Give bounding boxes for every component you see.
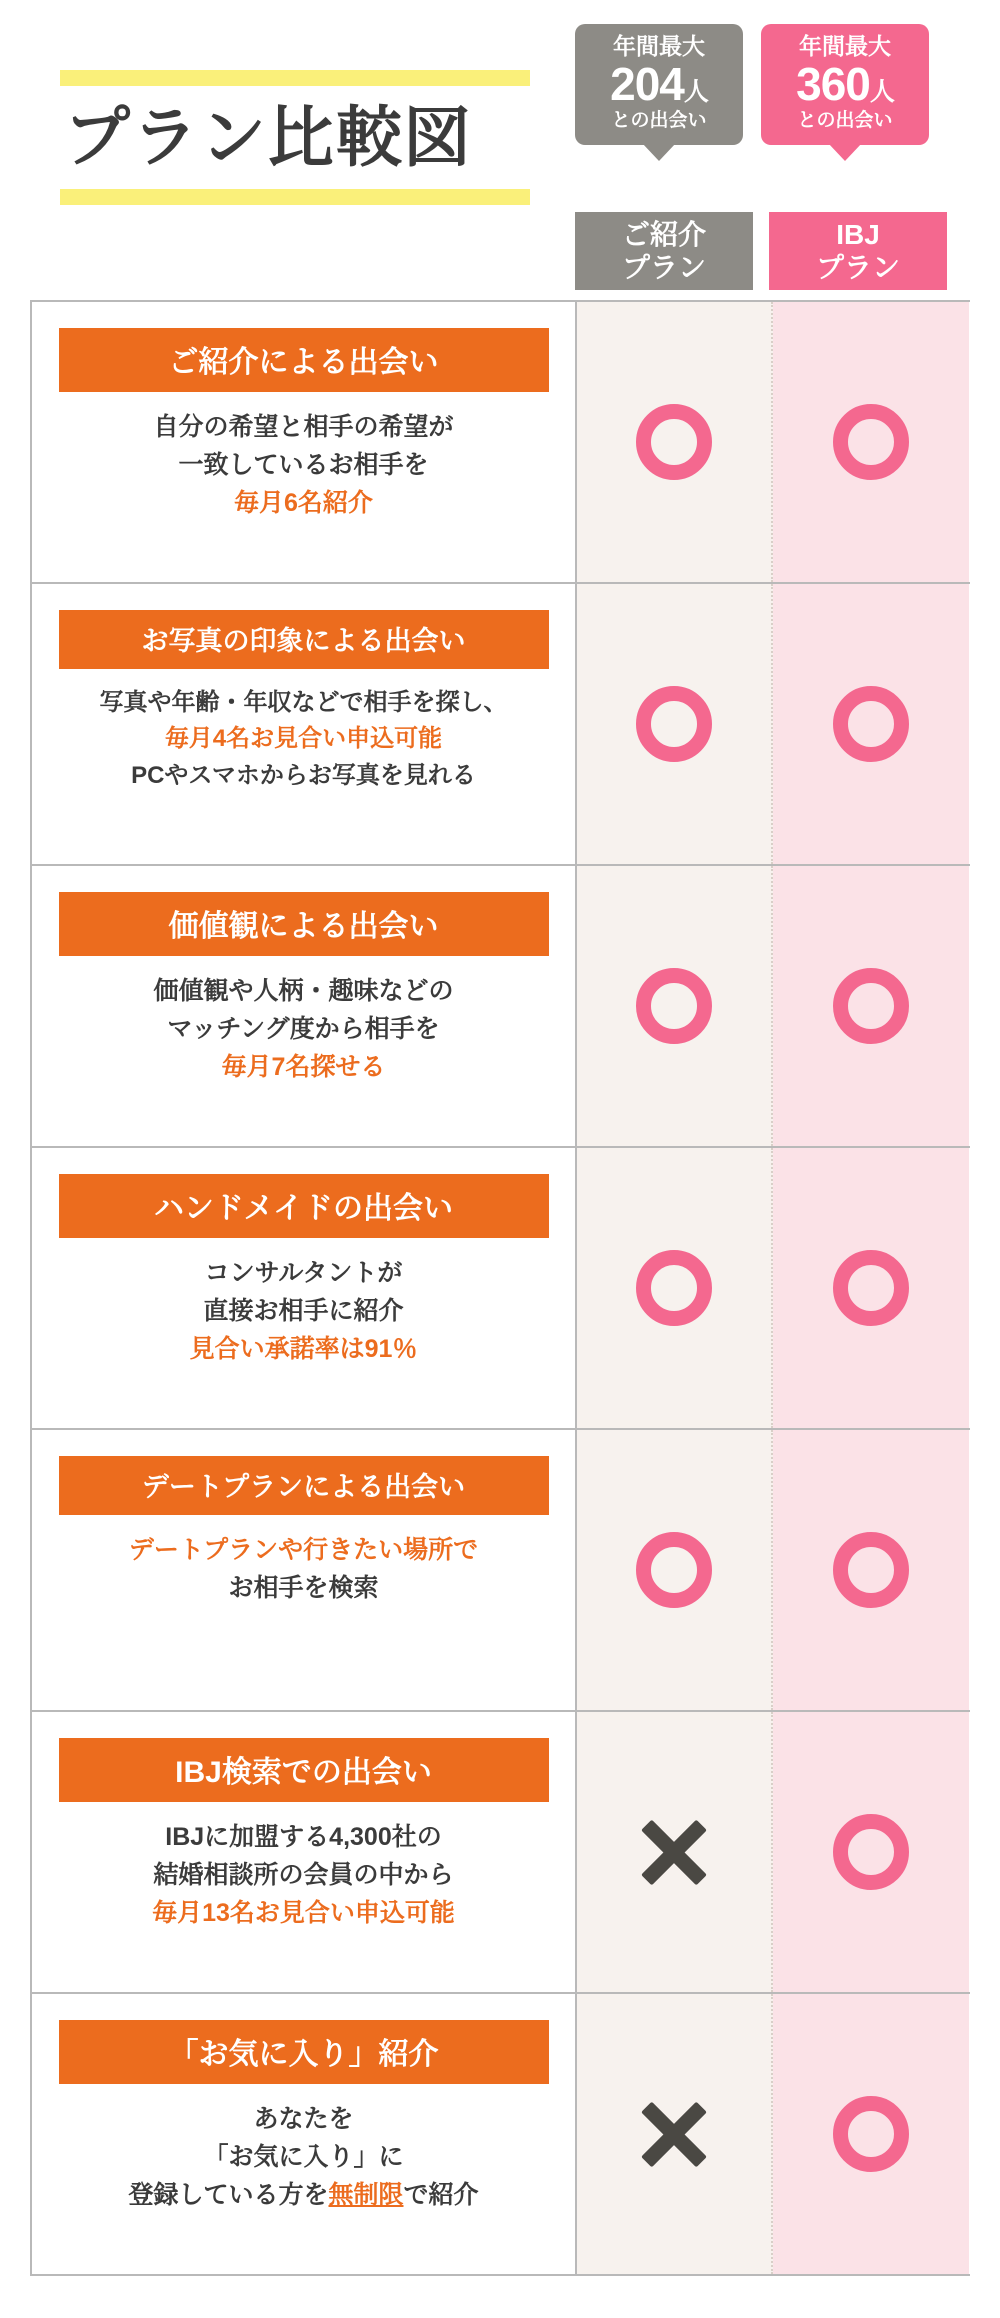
column-header-intro-plan — [575, 212, 753, 290]
intro-plan-cell — [577, 1430, 773, 1710]
circle-icon — [833, 686, 909, 762]
feature-description-line: マッチング度から相手を — [167, 1015, 440, 1043]
column-header-intro-line2: プラン — [621, 252, 706, 283]
feature-label: 価値観による出会い — [59, 892, 549, 956]
intro-plan-cell — [577, 866, 773, 1146]
feature-description — [128, 2100, 478, 2214]
circle-icon — [636, 404, 712, 480]
feature-description-line: 自分の希望と相手の希望が — [153, 413, 454, 441]
table-row — [32, 1148, 970, 1430]
badge-ibj-arrow-icon — [828, 143, 862, 161]
column-header-ibj-plan — [769, 212, 947, 290]
ibj-plan-cell — [773, 1994, 969, 2274]
feature-label: 「お気に入り」紹介 — [59, 2020, 549, 2084]
badge-intro-line3: との出会い — [611, 109, 707, 131]
table-row — [32, 1994, 970, 2276]
feature-description-text: 登録している方を — [128, 2181, 329, 2209]
feature-label: お写真の印象による出会い — [59, 610, 549, 669]
feature-description-line: お相手を検索 — [228, 1574, 379, 1602]
feature-cell — [32, 302, 577, 582]
intro-plan-cell — [577, 302, 773, 582]
feature-description — [190, 1254, 418, 1368]
cross-icon — [635, 2095, 713, 2173]
table-row — [32, 302, 970, 584]
feature-description-line: 「お気に入り」に — [203, 2143, 404, 2171]
badge-intro-arrow-icon — [642, 143, 676, 161]
feature-description-line — [153, 484, 453, 522]
feature-description-line: 価値観や人柄・趣味などの — [153, 977, 454, 1005]
feature-label: デートプランによる出会い — [59, 1456, 549, 1515]
feature-description — [153, 408, 453, 522]
badge-ibj-line3: との出会い — [797, 109, 893, 131]
ibj-plan-cell — [773, 1148, 969, 1428]
feature-description-line: 写真や年齢・年収などで相手を探し、 — [99, 689, 508, 716]
feature-cell — [32, 1148, 577, 1428]
column-headers — [575, 212, 970, 290]
feature-label: ハンドメイドの出会い — [59, 1174, 549, 1238]
intro-plan-cell — [577, 1712, 773, 1992]
badge-ibj-plan — [761, 24, 929, 145]
highlight-text: 無制限 — [328, 2181, 404, 2209]
feature-cell — [32, 1712, 577, 1992]
circle-icon — [833, 968, 909, 1044]
circle-icon — [833, 1250, 909, 1326]
feature-description-line: コンサルタントが — [204, 1259, 403, 1287]
badge-ibj-value: 360 — [796, 58, 870, 111]
chart-header — [0, 0, 1000, 300]
circle-icon — [833, 1532, 909, 1608]
circle-icon — [636, 1532, 712, 1608]
feature-description-line: IBJに加盟する4,300社の — [165, 1823, 442, 1851]
column-header-ibj-line2: プラン — [815, 252, 900, 283]
badge-intro-line1: 年間最大 — [613, 33, 705, 59]
feature-description-line: あなたを — [253, 2105, 354, 2133]
highlight-text: 見合い承諾率は91％ — [189, 1335, 418, 1363]
intro-plan-cell — [577, 584, 773, 864]
feature-cell — [32, 866, 577, 1146]
feature-description-line — [100, 721, 508, 757]
highlight-text: 毎月13名お見合い申込可能 — [152, 1899, 455, 1927]
circle-icon — [833, 404, 909, 480]
ibj-plan-cell — [773, 584, 969, 864]
page-title: プラン比較図 — [64, 100, 472, 174]
feature-description-line: 一致しているお相手を — [178, 451, 429, 479]
feature-description-line: 直接お相手に紹介 — [203, 1297, 404, 1325]
ibj-plan-cell — [773, 1430, 969, 1710]
badge-intro-number — [579, 59, 739, 110]
circle-icon — [636, 686, 712, 762]
highlight-text: 毎月4名お見合い申込可能 — [164, 725, 443, 753]
highlight-text: 毎月7名探せる — [221, 1053, 386, 1081]
feature-cell — [32, 1430, 577, 1710]
circle-icon — [636, 1250, 712, 1326]
badge-ibj-unit: 人 — [869, 78, 894, 107]
badge-group — [575, 24, 945, 145]
feature-description-line — [129, 1531, 478, 1569]
title-block — [60, 70, 550, 205]
comparison-table — [30, 300, 970, 2276]
table-row — [32, 1430, 970, 1712]
feature-description-line: 結婚相談所の会員の中から — [153, 1861, 454, 1889]
feature-description — [153, 972, 453, 1086]
title-underline-bottom — [60, 189, 530, 205]
feature-description-line — [190, 1330, 418, 1368]
feature-description-line — [152, 1894, 455, 1932]
column-header-gap — [753, 212, 769, 290]
badge-intro-plan — [575, 24, 743, 145]
highlight-text: デートプランや行きたい場所で — [128, 1536, 479, 1564]
intro-plan-cell — [577, 1148, 773, 1428]
ibj-plan-cell — [773, 866, 969, 1146]
cross-icon — [635, 1813, 713, 1891]
feature-description — [100, 685, 508, 794]
feature-label: IBJ検索での出会い — [59, 1738, 549, 1802]
feature-cell — [32, 584, 577, 864]
ibj-plan-cell — [773, 1712, 969, 1992]
title-underline-top — [60, 70, 530, 86]
badge-intro-unit: 人 — [683, 78, 708, 107]
table-row — [32, 1712, 970, 1994]
circle-icon — [833, 1814, 909, 1890]
intro-plan-cell — [577, 1994, 773, 2274]
feature-description — [129, 1531, 478, 1607]
table-row — [32, 866, 970, 1148]
circle-icon — [833, 2096, 909, 2172]
feature-description-line — [128, 2176, 478, 2214]
feature-description-line: PCやスマホからお写真を見れる — [131, 761, 476, 789]
circle-icon — [636, 968, 712, 1044]
badge-ibj-line1: 年間最大 — [799, 33, 891, 59]
feature-description-line — [153, 1048, 453, 1086]
feature-cell — [32, 1994, 577, 2274]
feature-label: ご紹介による出会い — [59, 328, 549, 392]
badge-ibj-number — [765, 59, 925, 110]
ibj-plan-cell — [773, 302, 969, 582]
column-header-intro-line1: ご紹介 — [621, 218, 706, 250]
highlight-text: 毎月6名紹介 — [234, 489, 373, 517]
badge-intro-value: 204 — [610, 58, 684, 111]
feature-description-text: で紹介 — [403, 2181, 479, 2209]
table-row — [32, 584, 970, 866]
feature-description — [152, 1818, 455, 1932]
column-header-ibj-line1: IBJ — [836, 218, 880, 250]
